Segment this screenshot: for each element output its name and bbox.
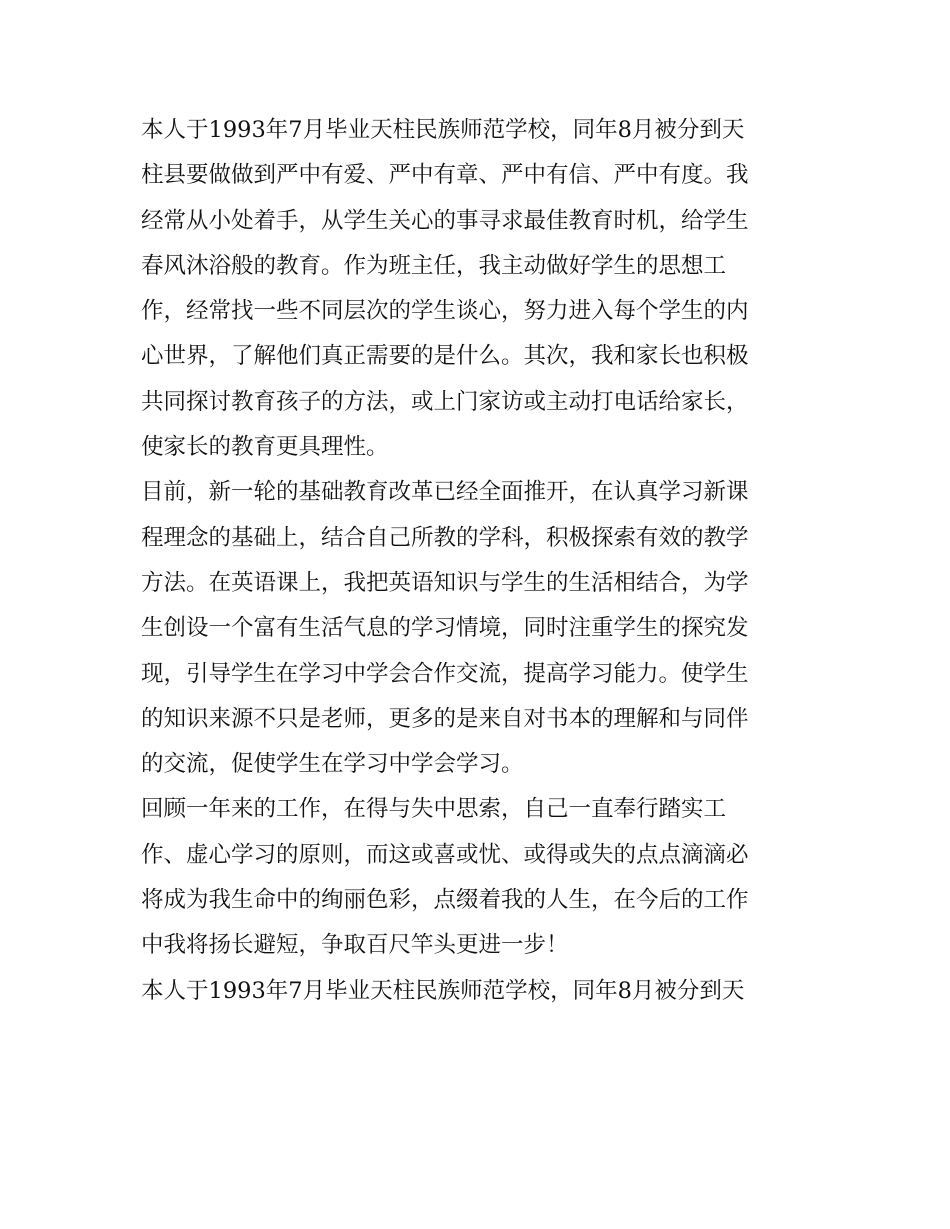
text-line: 程理念的基础上，结合自己所教的学科，积极探索有效的教学: [141, 524, 749, 551]
text-line: 本人于1993年7月毕业天柱民族师范学校，同年8月被分到天: [141, 117, 745, 143]
paragraph-1: [141, 108, 821, 470]
text-line: 柱县要做做到严中有爱、严中有章、严中有信、严中有度。我: [141, 162, 749, 189]
text-line: 作，经常找一些不同层次的学生谈心，努力进入每个学生的内: [141, 298, 749, 325]
text-line: 的交流，促使学生在学习中学会学习。: [141, 751, 524, 778]
body-text: [141, 108, 821, 1014]
text-line: 方法。在英语课上，我把英语知识与学生的生活相结合，为学: [141, 569, 749, 596]
text-line: 使家长的教育更具理性。: [141, 434, 389, 461]
paragraph-2: [141, 470, 821, 787]
text-line: 共同探讨教育孩子的方法，或上门家访或主动打电话给家长，: [141, 388, 749, 415]
text-line: 生创设一个富有生活气息的学习情境，同时注重学生的探究发: [141, 615, 749, 642]
text-line: 将成为我生命中的绚丽色彩，点缀着我的人生，在今后的工作: [141, 887, 749, 914]
text-line: 目前，新一轮的基础教育改革已经全面推开，在认真学习新课: [141, 479, 749, 506]
text-line: 春风沐浴般的教育。作为班主任，我主动做好学生的思想工: [141, 252, 727, 279]
text-line: 作、虚心学习的原则，而这或喜或忧、或得或失的点点滴滴必: [141, 841, 749, 868]
text-line: 现，引导学生在学习中学会合作交流，提高学习能力。使学生: [141, 660, 749, 687]
text-line: 心世界，了解他们真正需要的是什么。其次，我和家长也积极: [141, 343, 749, 370]
text-line: 经常从小处着手，从学生关心的事寻求最佳教育时机，给学生: [141, 207, 749, 234]
text-line: 本人于1993年7月毕业天柱民族师范学校，同年8月被分到天: [141, 977, 745, 1004]
text-line: 中我将扬长避短，争取百尺竿头更进一步！: [141, 932, 569, 959]
text-line: 回顾一年来的工作，在得与失中思索，自己一直奉行踏实工: [141, 796, 727, 823]
text-line: 的知识来源不只是老师，更多的是来自对书本的理解和与同伴: [141, 705, 749, 732]
paragraph-4: [141, 969, 821, 1014]
paragraph-3: [141, 787, 821, 968]
